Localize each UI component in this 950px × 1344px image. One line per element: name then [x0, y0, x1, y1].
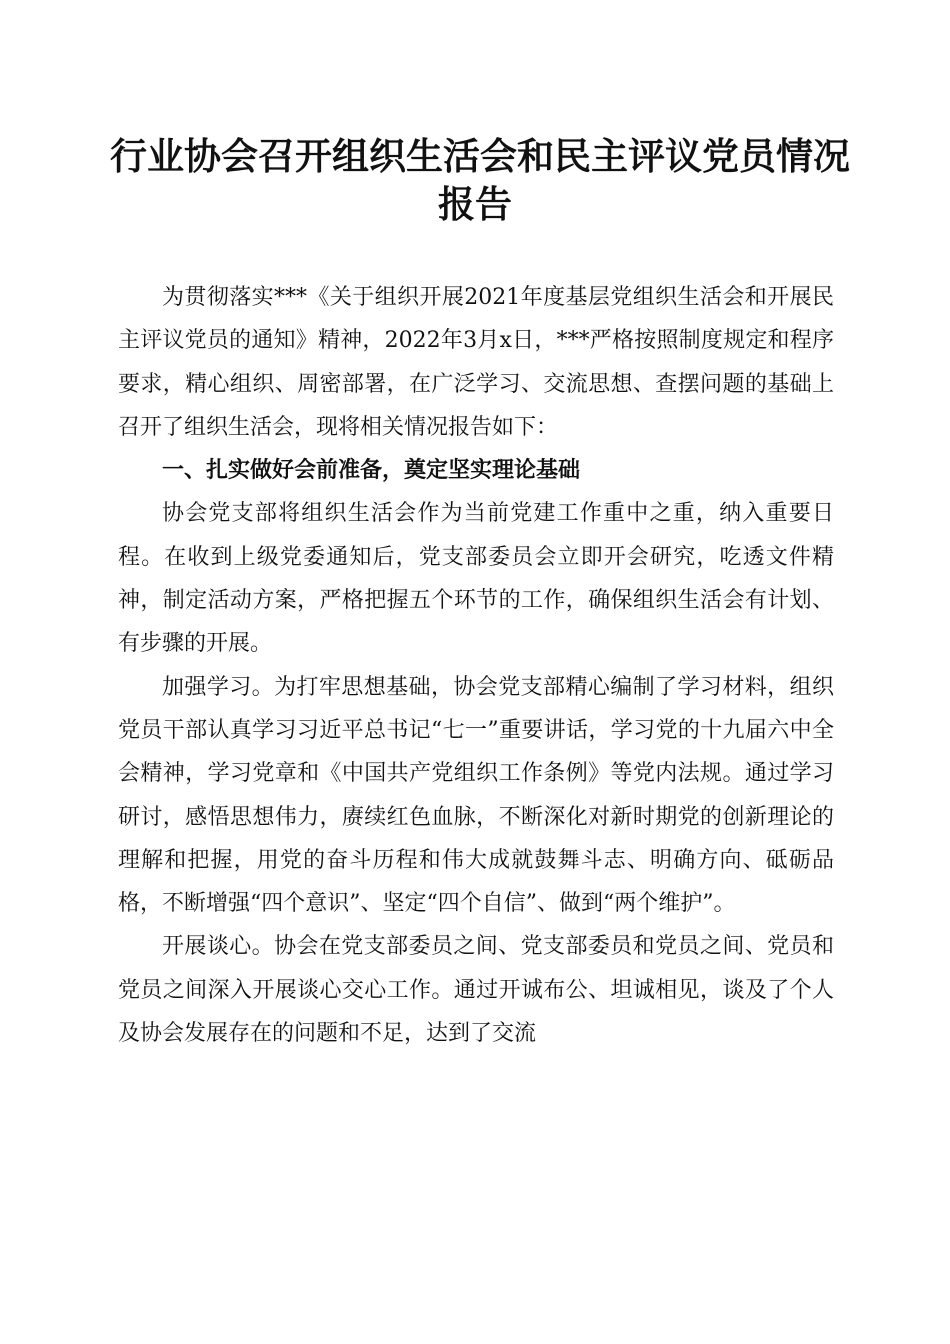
document-title: [110, 132, 850, 228]
body-paragraph-talks: 开展谈心。协会在党支部委员之间、党支部委员和党员之间、党员和党员之间深入开展谈心交心工作。通过开诚布公、坦诚相见，谈及了个人及协会发展存在的问题和不足，达到了交流: [118, 934, 834, 1047]
section-heading-1: 一、扎实做好会前准备，奠定坚实理论基础: [162, 458, 581, 484]
document-body: [118, 276, 834, 1055]
intro-paragraph: 为贯彻落实***《关于组织开展2021年度基层党组织生活会和开展民主评议党员的通知》精神，2022年3月x日，***严格按照制度规定和程序要求，精心组织、周密部署，在广泛学习、交流思想、查摆问题的基础上召开了组织生活会，现将相关情况报告如下：: [118, 285, 834, 440]
title-line-1: 行业协会召开组织生活会和民主评议党员情况: [110, 134, 850, 178]
title-line-2: 报告: [438, 182, 512, 226]
body-paragraph: 协会党支部将组织生活会作为当前党建工作重中之重，纳入重要日程。在收到上级党委通知后，党支部委员会立即开会研究，吃透文件精神，制定活动方案，严格把握五个环节的工作，确保组织生活会有计划、有步骤的开展。: [118, 501, 834, 657]
body-paragraph-study: 加强学习。为打牢思想基础，协会党支部精心编制了学习材料，组织党员干部认真学习习近平总书记“七一”重要讲话，学习党的十九届六中全会精神，学习党章和《中国共产党组织工作条例》等党内法规。通过学习研讨，感悟思想伟力，赓续红色血脉，不断深化对新时期党的创新理论的理解和把握，用党的奋斗历程和伟大成就鼓舞斗志、明确方向、砥砺品格，不断增强“四个意识”、坚定“四个自信”、做到“两个维护”。: [118, 674, 834, 917]
